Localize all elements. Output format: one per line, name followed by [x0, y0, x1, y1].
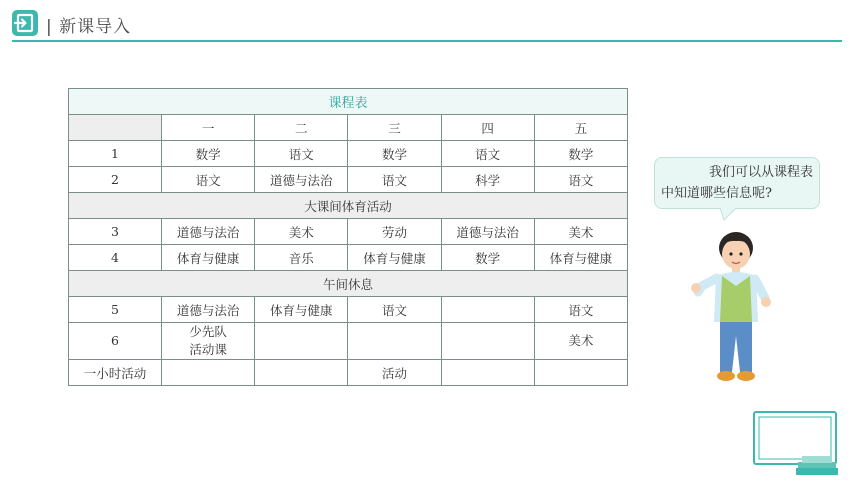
class-cell: 语文	[255, 141, 348, 167]
class-cell: 体育与健康	[255, 297, 348, 323]
period-label: 5	[69, 297, 162, 323]
period-label: 2	[69, 167, 162, 193]
class-cell: 数学	[162, 141, 255, 167]
class-cell	[441, 297, 534, 323]
bubble-line-2: 中知道哪些信息呢?	[661, 186, 772, 201]
class-cell: 劳动	[348, 219, 441, 245]
table-row	[69, 167, 628, 193]
class-cell: 美术	[534, 219, 627, 245]
class-cell: 语文	[534, 297, 627, 323]
speech-bubble	[654, 157, 820, 209]
period-label: 4	[69, 245, 162, 271]
enter-arrow-icon	[12, 10, 38, 36]
table-row	[69, 245, 628, 271]
morning-break-row: 大课间体育活动	[69, 193, 628, 219]
class-cell: 道德与法治	[162, 219, 255, 245]
corner-cell	[69, 115, 162, 141]
table-row	[69, 141, 628, 167]
period-label: 3	[69, 219, 162, 245]
class-cell: 道德与法治	[441, 219, 534, 245]
class-cell: 科学	[441, 167, 534, 193]
table-row	[69, 360, 628, 386]
class-cell	[441, 360, 534, 386]
class-cell: 道德与法治	[255, 167, 348, 193]
class-cell: 语文	[348, 297, 441, 323]
day-header: 二	[255, 115, 348, 141]
class-cell: 体育与健康	[534, 245, 627, 271]
class-cell: 语文	[348, 167, 441, 193]
class-cell: 语文	[441, 141, 534, 167]
period-label: 1	[69, 141, 162, 167]
bubble-line-1: 我们可以从课程表	[708, 165, 813, 180]
period-label: 6	[69, 323, 162, 360]
day-header: 四	[441, 115, 534, 141]
class-cell: 活动	[348, 360, 441, 386]
weekday-header-row	[69, 115, 628, 141]
table-row	[69, 297, 628, 323]
class-cell: 体育与健康	[162, 245, 255, 271]
day-header: 三	[348, 115, 441, 141]
bubble-tail	[716, 207, 740, 221]
class-cell: 语文	[162, 167, 255, 193]
class-cell: 少先队 活动课	[162, 323, 255, 360]
header-divider	[12, 40, 842, 42]
day-header: 一	[162, 115, 255, 141]
noon-break-row: 午间休息	[69, 271, 628, 297]
class-cell: 体育与健康	[348, 245, 441, 271]
table-row	[69, 219, 628, 245]
header	[12, 8, 842, 42]
class-cell: 音乐	[255, 245, 348, 271]
class-cell: 美术	[255, 219, 348, 245]
class-cell: 数学	[534, 141, 627, 167]
table-row	[69, 323, 628, 360]
class-cell: 数学	[441, 245, 534, 271]
class-cell	[162, 360, 255, 386]
activity-label: 一小时活动	[69, 360, 162, 386]
day-header: 五	[534, 115, 627, 141]
class-cell	[534, 360, 627, 386]
class-cell	[441, 323, 534, 360]
boy-illustration	[690, 226, 780, 392]
class-cell: 语文	[534, 167, 627, 193]
class-cell	[348, 323, 441, 360]
chalkboard-icon	[752, 410, 842, 478]
class-cell: 道德与法治	[162, 297, 255, 323]
class-cell: 数学	[348, 141, 441, 167]
timetable	[68, 88, 628, 386]
class-cell	[255, 323, 348, 360]
timetable-title: 课程表	[69, 89, 628, 115]
class-cell: 美术	[534, 323, 627, 360]
section-title: | 新课导入	[46, 17, 132, 37]
class-cell	[255, 360, 348, 386]
